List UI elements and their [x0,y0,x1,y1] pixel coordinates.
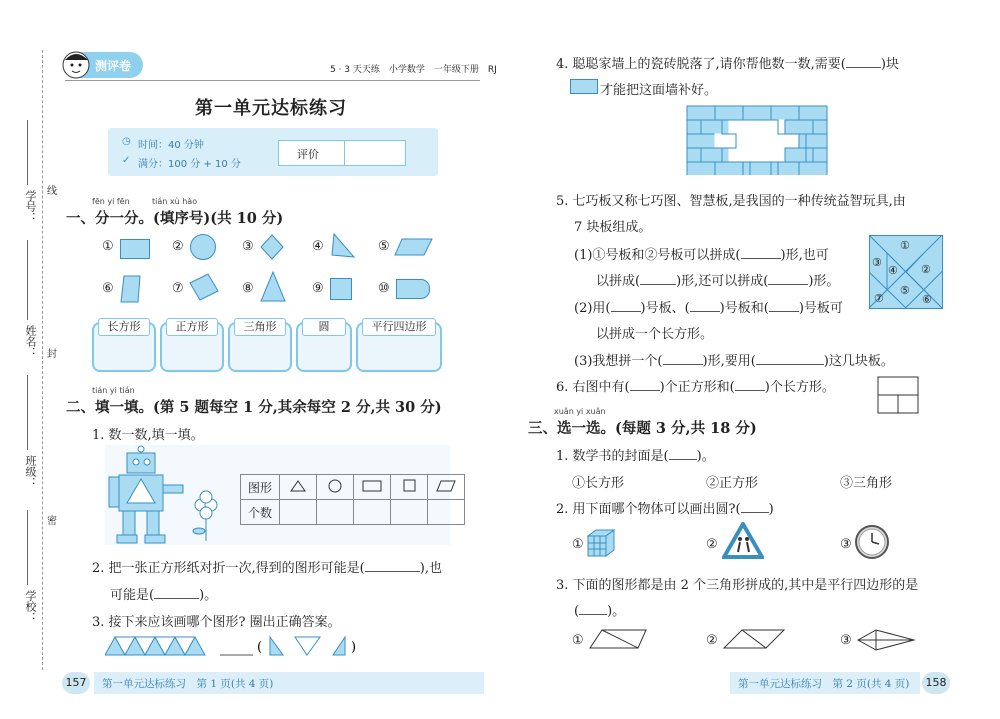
count-col-parallelogram [428,475,465,500]
header-rule [65,80,480,81]
s3-q1: 1. 数学书的封面是( [556,449,669,464]
s3-q3-opt-2[interactable]: ② [706,633,718,648]
test-badge [65,52,143,78]
missing-tile [771,134,799,148]
student-no-label: 学号： [24,190,37,223]
s2-q5e: 以拼成( [596,274,641,289]
clock-icon [854,524,890,560]
shape-tilted-rectangle [120,274,142,304]
s2-q6c: )个长方形。 [764,380,835,395]
s2-q4a: 4. 聪聪家墙上的瓷砖脱落了,请你帮他数一数,需要( [556,57,846,72]
s2-q5-1-line2 [596,270,839,289]
s2-q6-line [556,376,835,395]
s3-q1b: )。 [696,449,715,464]
shape-option-3 [856,628,916,652]
svg-text:(: ( [257,640,263,655]
label-square: 正方形 [166,318,218,336]
rectangle-icon [362,480,382,492]
s2-q5b: 7 块板组成。 [574,220,652,235]
s2-q5-2-line1 [574,297,843,316]
page-number-left: 157 [62,672,90,694]
wall-tile [799,106,827,120]
wall-tile [813,148,827,162]
s3-q1-option-c[interactable]: ③三角形 [840,476,893,491]
count-cell-circle[interactable] [317,500,354,525]
wall-tile [687,148,701,162]
shape-rounded-rectangle [396,279,430,299]
shape-num-6: ⑥ [102,281,114,296]
s3-pinyin: xuǎn yi xuǎn [554,407,606,416]
shape-num-3: ③ [242,239,254,254]
s3-q2-line [556,498,774,517]
shape-num-5: ⑤ [378,239,390,254]
missing-tile [757,148,785,162]
s2-q3-text: 3. 接下来应该画哪个图形? 圈出正确答案。 [92,615,341,630]
s2-q2d: )。 [199,588,218,603]
s2-q4-blank[interactable] [846,55,881,68]
s2-q5a: 5. 七巧板又称七巧图、智慧板,是我国的一种传统益智玩具,由 [556,194,906,209]
shape-rectangle [120,239,150,259]
label-triangle: 三角形 [234,318,286,336]
s3-q2-opt-2[interactable]: ② [706,537,718,552]
tile-icon [570,79,598,94]
wall-tile [715,106,743,120]
tangram-figure [869,235,943,309]
shape-num-10: ⑩ [378,281,390,296]
count-cell-square[interactable] [391,500,428,525]
s2-q6b: )个正方形和( [659,380,735,395]
s2-q5-blank7[interactable] [663,352,703,365]
s2-q5g: )形。 [808,274,840,289]
seal-secret-mark: 密 [47,516,57,527]
wall-tile [687,120,701,134]
s2-q5h: (2)用( [574,301,611,316]
name-label: 姓名： [24,325,37,358]
wall-tile [743,162,771,175]
shape-diamond [260,234,284,260]
s3-q3c: )。 [607,604,626,619]
s2-q5-1-line1 [574,244,829,263]
triangle-icon [290,480,306,492]
s3-q2b: ) [768,502,774,517]
s2-q6-blank2[interactable] [735,378,765,391]
s2-q5-blank8[interactable] [756,352,824,365]
s3-q3-opt-1[interactable]: ① [572,633,584,648]
footer-bar-left [94,672,484,694]
s2-q5-blank4[interactable] [611,299,641,312]
s2-q5-blank2[interactable] [640,272,676,285]
tangram-7: ⑦ [874,292,884,305]
count-table [240,474,465,525]
count-row-number-label: 个数 [241,500,280,525]
s2-q5-blank6[interactable] [769,299,799,312]
s1-pinyin-1: fēn yi fēn [92,197,130,206]
count-col-circle [317,475,354,500]
page-number-right: 158 [922,672,950,694]
wall-tile [743,106,771,120]
s2-q5c: (1)①号板和②号板可以拼成( [574,248,741,263]
tile-wall-figure [686,105,828,175]
footer-text-left: 第一单元达标练习 第 1 页(共 4 页) [102,678,274,690]
s2-q2-line1 [92,557,442,576]
s2-q5i: )号板、( [640,301,690,316]
s3-q1-option-a[interactable]: ①长方形 [572,476,625,491]
eval-box [278,140,406,166]
shape-num-1: ① [102,239,114,254]
count-cell-triangle[interactable] [280,500,317,525]
time-text: 时间：40 分钟 [138,140,204,151]
wall-tile [701,120,729,134]
s2-q2b: ),也 [419,561,442,576]
s2-q5-blank3[interactable] [768,272,808,285]
wall-tile [771,106,799,120]
s3-q2-blank[interactable] [741,500,769,513]
eval-label: 评价 [297,148,319,161]
page-title: 第一单元达标练习 [195,98,347,119]
section-3-title: 三、选一选。(每题 3 分,共 18 分) [528,420,757,437]
s2-q5-blank1[interactable] [741,246,781,259]
shape-rotated-rectangle [188,271,220,303]
shape-circle [190,234,216,260]
s2-q5-3-line [574,350,894,369]
school-label: 学校： [24,590,37,623]
wall-tile [785,120,813,134]
s2-q2-blank1[interactable] [365,559,420,572]
wall-tile [701,148,729,162]
parallelogram-icon [436,480,456,492]
missing-tile [715,134,743,148]
shape-num-4: ④ [312,239,324,254]
label-circle: 圆 [302,318,346,336]
s3-q2-opt-3[interactable]: ③ [840,537,852,552]
cube-stack-icon [586,526,616,558]
s2-q6-blank1[interactable] [630,378,660,391]
label-box-square[interactable] [160,322,224,372]
s3-q2: 2. 用下面哪个物体可以画出圆?( [556,502,741,517]
missing-tile [743,134,771,148]
badge-label: 测评卷 [95,59,132,73]
shape-option-2 [722,628,786,650]
tangram-4: ④ [888,264,898,277]
label-box-circle[interactable] [296,322,352,372]
tangram-3: ③ [872,256,882,269]
s2-q5l: 以拼成一个长方形。 [596,327,714,342]
square-icon [403,479,416,492]
s2-q2a: 2. 把一张正方形纸对折一次,得到的图形可能是( [92,561,365,576]
s2-q5o: )这几块板。 [823,354,894,369]
label-box-rectangle[interactable] [92,322,156,372]
label-rectangle: 长方形 [98,318,150,336]
shape-triangle-slant [330,233,356,261]
tangram-1: ① [900,239,910,252]
score-text: 满分：100 分 + 10 分 [138,159,241,170]
s2-q4-line1 [556,53,899,72]
wall-tile [687,162,715,175]
s2-q4c: 才能把这面墙补好。 [600,83,718,98]
s2-q5-blank5[interactable] [690,299,720,312]
wall-tile [771,162,799,175]
label-parallelogram: 平行四边形 [362,318,436,336]
footer-bar-right [730,672,920,694]
robot-icon [105,445,240,545]
s2-q5d: )形,也可 [780,248,829,263]
tangram-2: ② [921,263,931,276]
circle-icon [328,479,342,493]
warning-sign-icon [722,522,764,560]
section-2-title: 二、填一填。(第 5 题每空 1 分,其余每空 2 分,共 30 分) [66,399,442,416]
s2-q2-blank2[interactable] [154,586,199,599]
s2-q2c: 可能是( [110,588,155,603]
count-row-shape-label: 图形 [241,475,280,500]
svg-text:): ) [351,640,357,655]
s3-q3a: 3. 下面的图形都是由 2 个三角形拼成的,其中是平行四边形的是 [556,578,919,593]
s3-q1-line [556,445,715,464]
wall-tile [715,162,743,175]
wall-tile [687,106,715,120]
s2-q5f: )形,还可以拼成( [676,274,769,289]
tangram-5: ⑤ [900,284,910,297]
shape-parallelogram [394,237,434,257]
s2-q4b: )块 [880,57,899,72]
missing-tile [729,120,757,134]
missing-tile [757,120,785,134]
seal-seal-mark: 封 [47,349,57,360]
wall-tile [785,148,813,162]
missing-tile [729,148,757,162]
s1-pinyin-2: tián xù hào [152,197,198,206]
s2-q5k: )号板可 [798,301,843,316]
s3-q2-opt-1[interactable]: ① [572,537,584,552]
section-1-title: 一、分一分。(填序号)(共 10 分) [66,210,284,227]
info-box [108,128,438,176]
shape-set [92,231,440,307]
shape-square [330,278,352,300]
wall-tile [799,162,827,175]
seal-line-mark: 线 [47,186,57,197]
count-col-rectangle [354,475,391,500]
s2-q2-line2 [110,584,217,603]
label-box-parallelogram[interactable] [356,322,442,372]
label-box-triangle[interactable] [228,322,292,372]
s3-q1-option-b[interactable]: ②正方形 [706,476,759,491]
s3-q3-opt-3[interactable]: ③ [840,633,852,648]
shape-num-8: ⑧ [242,281,254,296]
shape-num-9: ⑨ [312,281,324,296]
shape-num-2: ② [172,239,184,254]
s2-pinyin: tián yi tián [92,386,135,395]
count-cell-parallelogram[interactable] [428,500,465,525]
wall-tile [687,134,715,148]
shape-num-7: ⑦ [172,281,184,296]
count-col-triangle [280,475,317,500]
class-label: 班级： [24,455,37,488]
series-info: 5 · 3 天天练 小学数学 一年级下册 RJ [330,65,497,75]
s2-q5m: (3)我想拼一个( [574,354,663,369]
s3-q3-line2 [574,600,625,619]
wall-tile [813,120,827,134]
tangram-6: ⑥ [922,293,932,306]
s3-q3b: ( [574,604,580,619]
count-col-square [391,475,428,500]
clock-icon: ◷ [122,136,131,147]
s2-q1-text: 1. 数一数,填一填。 [92,428,204,443]
s3-q3-blank[interactable] [579,602,607,615]
shape-triangle [260,271,286,303]
shape-option-1 [588,628,648,650]
count-cell-rectangle[interactable] [354,500,391,525]
check-icon: ✓ [122,155,131,166]
s3-q1-blank[interactable] [669,447,697,460]
student-avatar-icon [61,48,91,80]
square-count-figure [877,376,919,414]
s2-q6a: 6. 右图中有( [556,380,630,395]
s2-q5n: )形,要用( [702,354,756,369]
s2-q5j: )号板和( [719,301,769,316]
footer-text-right: 第一单元达标练习 第 2 页(共 4 页) [738,678,910,690]
wall-tile [799,134,827,148]
pattern-sequence [105,635,365,657]
